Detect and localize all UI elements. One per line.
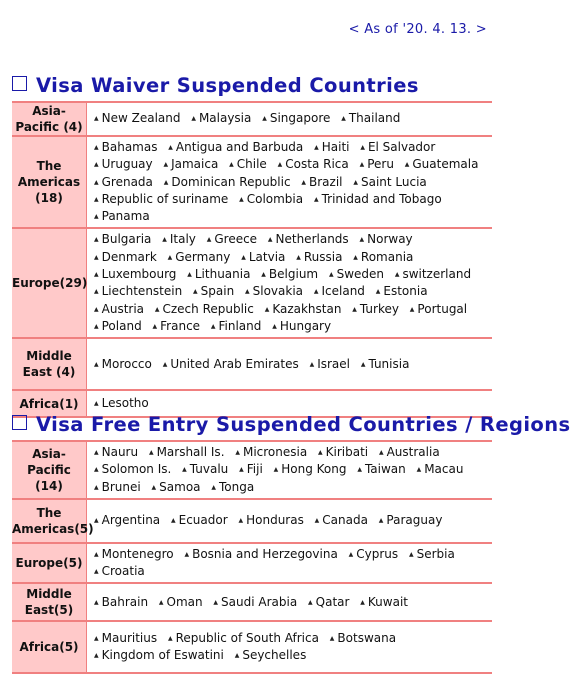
country-name: ▲ Poland [94, 318, 142, 335]
country-name: ▲ Lesotho [94, 395, 149, 412]
country-name: ▲ Morocco [94, 356, 152, 373]
country-list [87, 338, 493, 390]
country-name: ▲ Grenada [94, 174, 153, 191]
country-name: ▲ Luxembourg [94, 266, 176, 283]
country-name: ▲ Dominican Republic [164, 174, 291, 191]
country-list [87, 499, 493, 543]
country-list [87, 621, 493, 673]
country-name: ▲ Republic of suriname [94, 191, 228, 208]
country-name: ▲ Belgium [261, 266, 318, 283]
country-name: ▲ Austria [94, 301, 144, 318]
country-name: ▲ Thailand [341, 110, 400, 127]
country-list [87, 543, 493, 584]
country-name: ▲ Serbia [409, 546, 455, 563]
country-name: ▲ Samoa [152, 479, 201, 496]
country-name: ▲ switzerland [395, 266, 471, 283]
country-list [87, 102, 493, 136]
country-name: ▲ Republic of South Africa [168, 630, 319, 647]
region-cell: Middle East(5) [12, 583, 87, 621]
country-name: ▲ Montenegro [94, 546, 174, 563]
country-name: ▲ Argentina [94, 512, 160, 529]
country-name: ▲ Kazakhstan [265, 301, 342, 318]
country-name: ▲ Hungary [272, 318, 331, 335]
country-name: ▲ Hong Kong [274, 461, 347, 478]
country-name: ▲ Uruguay [94, 156, 153, 173]
country-list [87, 136, 493, 228]
country-name: ▲ Kiribati [318, 444, 368, 461]
country-name: ▲ Netherlands [268, 231, 349, 248]
country-name: ▲ Panama [94, 208, 150, 225]
table-row [12, 136, 492, 228]
country-name: ▲ Iceland [314, 283, 365, 300]
visa-free-entry-table [12, 440, 492, 674]
region-cell: Africa(1) [12, 390, 87, 417]
country-name: ▲ Brazil [301, 174, 342, 191]
table-row [12, 441, 492, 499]
country-name: ▲ United Arab Emirates [163, 356, 299, 373]
region-cell: Europe(5) [12, 543, 87, 584]
country-name: ▲ Kingdom of Eswatini [94, 647, 224, 664]
country-name: ▲ Peru [360, 156, 394, 173]
country-name: ▲ Germany [168, 249, 231, 266]
country-name: ▲ Israel [310, 356, 350, 373]
country-name: ▲ Marshall Is. [149, 444, 225, 461]
country-name: ▲ Fiji [239, 461, 263, 478]
country-name: ▲ Mauritius [94, 630, 157, 647]
table-row [12, 499, 492, 543]
country-name: ▲ Tonga [211, 479, 254, 496]
country-name: ▲ Czech Republic [155, 301, 254, 318]
region-cell: Middle East (4) [12, 338, 87, 390]
country-name: ▲ Antigua and Barbuda [168, 139, 303, 156]
country-name: ▲ Australia [379, 444, 440, 461]
checkbox-square-icon [12, 76, 27, 91]
region-cell: The Americas (18) [12, 136, 87, 228]
table-row [12, 102, 492, 136]
country-name: ▲ Portugal [410, 301, 467, 318]
country-name: ▲ Greece [207, 231, 257, 248]
section-title: Visa Free Entry Suspended Countries / Regions [36, 413, 570, 436]
country-name: ▲ Finland [211, 318, 262, 335]
country-name: ▲ Liechtenstein [94, 283, 182, 300]
country-name: ▲ Croatia [94, 563, 145, 580]
checkbox-square-icon [12, 415, 27, 430]
country-name: ▲ Micronesia [235, 444, 307, 461]
section-heading-visa-free-entry [12, 413, 570, 436]
region-cell: The Americas(5) [12, 499, 87, 543]
country-name: ▲ Colombia [239, 191, 303, 208]
country-name: ▲ Saudi Arabia [213, 594, 297, 611]
table-row [12, 583, 492, 621]
table-row [12, 338, 492, 390]
table-row [12, 228, 492, 338]
country-name: ▲ Nauru [94, 444, 138, 461]
table-row [12, 621, 492, 673]
table-row [12, 543, 492, 584]
country-name: ▲ Bosnia and Herzegovina [184, 546, 337, 563]
country-list [87, 441, 493, 499]
country-name: ▲ Oman [159, 594, 203, 611]
country-name: ▲ New Zealand [94, 110, 180, 127]
country-name: ▲ Jamaica [163, 156, 218, 173]
region-cell: Asia-Pacific (14) [12, 441, 87, 499]
country-name: ▲ Saint Lucia [353, 174, 426, 191]
section-title: Visa Waiver Suspended Countries [36, 74, 419, 97]
country-name: ▲ France [153, 318, 201, 335]
country-name: ▲ Lithuania [187, 266, 250, 283]
country-name: ▲ Costa Rica [278, 156, 349, 173]
visa-waiver-table [12, 101, 492, 418]
country-name: ▲ Bulgaria [94, 231, 151, 248]
country-name: ▲ Bahamas [94, 139, 157, 156]
country-list [87, 228, 493, 338]
country-name: ▲ Chile [229, 156, 267, 173]
country-name: ▲ Estonia [376, 283, 428, 300]
country-name: ▲ Honduras [238, 512, 303, 529]
country-name: ▲ Taiwan [357, 461, 405, 478]
country-name: ▲ Romania [353, 249, 413, 266]
country-name: ▲ Cyprus [349, 546, 399, 563]
region-cell: Africa(5) [12, 621, 87, 673]
section-heading-visa-waiver [12, 74, 419, 97]
country-name: ▲ Slovakia [245, 283, 303, 300]
country-name: ▲ Turkey [352, 301, 399, 318]
region-cell: Asia-Pacific (4) [12, 102, 87, 136]
as-of-date: < As of '20. 4. 13. > [348, 22, 487, 37]
country-name: ▲ Malaysia [191, 110, 251, 127]
country-name: ▲ Botswana [330, 630, 396, 647]
country-name: ▲ Bahrain [94, 594, 148, 611]
country-name: ▲ Tunisia [361, 356, 410, 373]
country-name: ▲ Trinidad and Tobago [314, 191, 442, 208]
country-name: ▲ Guatemala [405, 156, 479, 173]
country-name: ▲ Seychelles [235, 647, 307, 664]
country-name: ▲ Singapore [262, 110, 330, 127]
country-name: ▲ Italy [162, 231, 196, 248]
country-name: ▲ Tuvalu [182, 461, 228, 478]
region-cell: Europe(29) [12, 228, 87, 338]
country-name: ▲ Latvia [241, 249, 285, 266]
country-name: ▲ Spain [193, 283, 234, 300]
country-name: ▲ Norway [360, 231, 413, 248]
country-name: ▲ Paraguay [379, 512, 443, 529]
country-list [87, 583, 493, 621]
country-name: ▲ Russia [296, 249, 342, 266]
country-name: ▲ Denmark [94, 249, 157, 266]
country-name: ▲ Qatar [308, 594, 349, 611]
country-name: ▲ Ecuador [171, 512, 228, 529]
country-name: ▲ Macau [417, 461, 464, 478]
country-name: ▲ Sweden [329, 266, 384, 283]
country-name: ▲ Kuwait [360, 594, 408, 611]
country-name: ▲ Brunei [94, 479, 141, 496]
country-name: ▲ El Salvador [360, 139, 435, 156]
country-name: ▲ Haiti [314, 139, 349, 156]
country-name: ▲ Solomon Is. [94, 461, 171, 478]
country-name: ▲ Canada [315, 512, 368, 529]
